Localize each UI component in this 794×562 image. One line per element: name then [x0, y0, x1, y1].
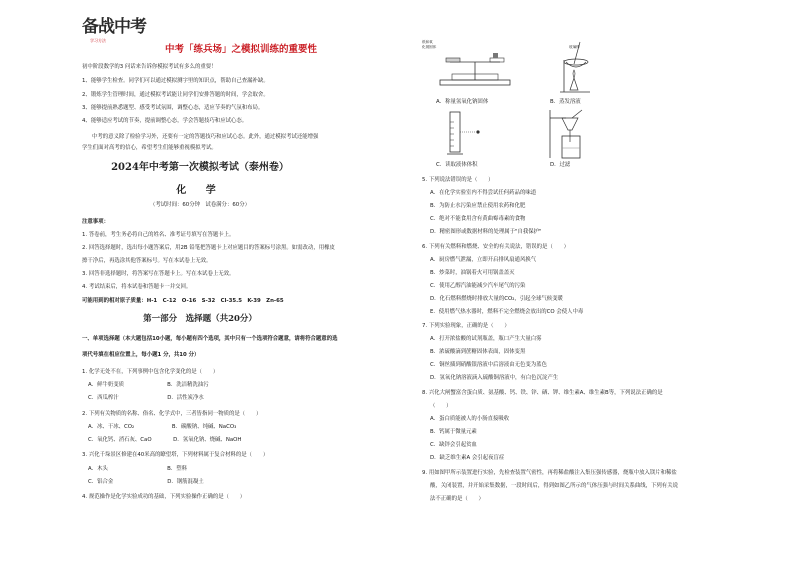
balance-figure [436, 40, 516, 90]
option-line: B．为防止水污染应禁止使用农药和化肥 [430, 203, 526, 209]
question-line: 3. 兴化千垛景区修建在40米高的瞭望塔，下列材料属于复合材料的是（ ） [82, 452, 269, 458]
figure-caption-c: C．读取液体体积 [436, 162, 478, 168]
right-column [404, 0, 794, 562]
atomic-mass-line: 可能用到的相对原子质量：H-1 C-12 O-16 S-32 Cl-35.5 K-39 Zn-65 [82, 298, 284, 304]
logo-text: 备战中考 [82, 17, 146, 37]
option-line: B．浓硫酸滴到蔗糖固体表面，固体变黑 [430, 349, 526, 355]
option-line: D．缺乏维生素A 会引起夜盲症 [430, 455, 505, 461]
option-line: E．使用燃气热水器时，燃料不完全燃烧会放出的CO 会使人中毒 [430, 309, 584, 315]
question-line: 4. 规范操作是化学实验成功的基础，下列实验操作正确的是（ ） [82, 494, 246, 500]
option-line: A．木头 B．塑料 [88, 466, 188, 472]
option-line: C．氧化钙、消石灰、CaO D．氢氧化钠、烧碱、NaOH [88, 437, 242, 443]
option-line: C．铜丝插到硝酸银溶液中后溶液由无色变为蓝色 [430, 362, 547, 368]
exam-info: （考试时间：60分钟 试卷满分：60分） [150, 202, 250, 208]
figure-tag: 纸和氧 化钠固体 [422, 40, 437, 49]
part-heading: 项代号填在相应位置上，每小题1 分，共10 分） [82, 352, 200, 358]
option-line: C．缺锌会引起贫血 [430, 442, 477, 448]
option-line: A．冰、干冰、CO₂ B．碳酸钠、纯碱、NaCO₃ [88, 424, 237, 430]
figure-caption-b: B．蒸发溶液 [550, 99, 581, 105]
question-line: 2. 下列有关物质的名称、俗名、化学式中，三者皆指同一物质的是（ ） [82, 411, 262, 417]
section-title: 第一部分 选择题（共20分） [143, 314, 257, 324]
logo-subtext: 学习方法 [90, 38, 106, 43]
note-line: 2. 回答选择题时，选出每小题答案后，用2B 铅笔把答题卡上对应题目的答案标号涂黑。如需改动，用橡皮 [82, 245, 335, 251]
note-line: 3. 回答非选择题时，将答案写在答题卡上。写在本试卷上无效。 [82, 271, 235, 277]
banner-title: 中考「练兵场」之模拟训练的重要性 [165, 44, 318, 55]
logo [82, 16, 152, 52]
intro-line: 4、能够适应考试的节奏，提前调整心态，学会答题技巧和应试心态。 [82, 118, 248, 124]
filtration-figure [542, 106, 592, 160]
question-line: 5. 下列说法错误的是（ ） [422, 177, 494, 183]
exam-title: 2024年中考第一次模拟考试（泰州卷） [111, 162, 289, 173]
option-line: A．蛋白质能被人的小肠直接吸收 [430, 416, 510, 422]
question-line-cont: 法不正确的是（ ） [430, 496, 484, 502]
note-line: 1. 答卷前，考生务必将自己的姓名、准考证号填写在答题卡上。 [82, 232, 235, 238]
question-line: 6. 下列有关燃料和燃烧、安全的有关说法，错误的是（ ） [422, 244, 570, 250]
option-line: A．鲜牛奶变质 B．洗洁精洗油污 [88, 382, 209, 388]
intro-line: 2、锻炼学生管理时间，通过模拟考试能让同学们安排答题的时间，学会取舍。 [82, 92, 269, 98]
question-line-cont: （ ） [430, 403, 452, 409]
question-line: 1. 化学无处不在，下列事例中包含化学变化的是（ ） [82, 369, 219, 375]
option-line: C．使用乙醇汽油能减少汽车尾气的污染 [430, 283, 526, 289]
option-line: D．化石燃料燃烧时排放大量的CO₂，引起全球气候变暖 [430, 296, 563, 302]
option-line: B．炒菜时，油锅着火可用锅盖盖灭 [430, 270, 515, 276]
option-line: C．绝对不能食用含有黄曲霉毒素的食物 [430, 216, 526, 222]
option-line: C．铝合金 D．钢筋混凝土 [88, 479, 204, 485]
filter-funnel-icon [542, 106, 592, 160]
intro-line: 初中阶段数学的3 问话来告诉你模拟考试有多么的重要！ [82, 64, 217, 70]
question-line: 7. 下列实验现象，正确的是（ ） [422, 323, 510, 329]
figure-caption-d: D．过滤 [550, 162, 571, 168]
cylinder-figure [444, 108, 484, 158]
part-heading: 一、单项选择题（本大题包括10小题，每小题有四个选项，其中只有一个选项符合题意，请将符合题意的选 [82, 336, 338, 342]
question-line: 9. 用如图甲所示装置进行实验，先检查装置气密性，再将稀盐酸注入集压强传感器，烧瓶中放入镁片和稀盐 [422, 470, 677, 476]
intro-line: 3、能够提前熟悉题型、感受考试氛围，调整心态，适应节奏的气氛和布局。 [82, 105, 264, 111]
subject-title: 化 学 [176, 185, 224, 196]
figure-tag: 玻璃棒 [569, 45, 580, 49]
option-line: A．厨房燃气泄漏，立即开启排风扇通风换气 [430, 257, 537, 263]
question-line: 8. 兴化大闸蟹富含蛋白质、氨基酸、钙、铁、锌、硒、钾、维生素A、维生素B等，下列说法正确的是 [422, 390, 663, 396]
note-line: 擦干净后，再选涂其他答案标号。写在本试卷上无效。 [82, 258, 212, 264]
note-line: 4. 考试结束后，将本试卷和答题卡一并交回。 [82, 284, 192, 290]
graduated-cylinder-icon [444, 108, 484, 158]
balance-icon [436, 40, 516, 90]
summary-line: 学生们面对高考的信心，希望考生们能够重视模拟考试。 [82, 145, 217, 151]
option-line: A．在化学实验室内不得尝试任何药品的味道 [430, 190, 537, 196]
question-line-cont: 酸，关闭装置，并开始采集数据，一段时间后，得到如图乙所示的气体压强与时间关系曲线，下列有关说 [430, 483, 678, 489]
option-line: A．打开浓盐酸的试剂瓶盖，瓶口产生大量白雾 [430, 336, 542, 342]
intro-line: 1、能够学生检查。同学们可以通过模拟测字里的知识点，帮助自己查漏补缺。 [82, 78, 269, 84]
notes-heading: 注意事项： [82, 219, 109, 225]
option-line: B．钙属于微量元素 [430, 429, 477, 435]
summary-line: 中考的意义除了检验学习外，还要有一定的答题技巧和应试心态。此外，通过模拟考试还能增强 [92, 134, 319, 140]
option-line: C．西瓜榨汁 D．活性炭净水 [88, 395, 204, 401]
option-line: D．氢氧化钠溶液滴入硫酸铜溶液中，有白色沉淀产生 [430, 375, 559, 381]
option-line: D．精密图形或数据材料的处理属于"自我保护" [430, 229, 542, 235]
figure-caption-a: A．称量氢氧化钠固体 [436, 99, 489, 105]
